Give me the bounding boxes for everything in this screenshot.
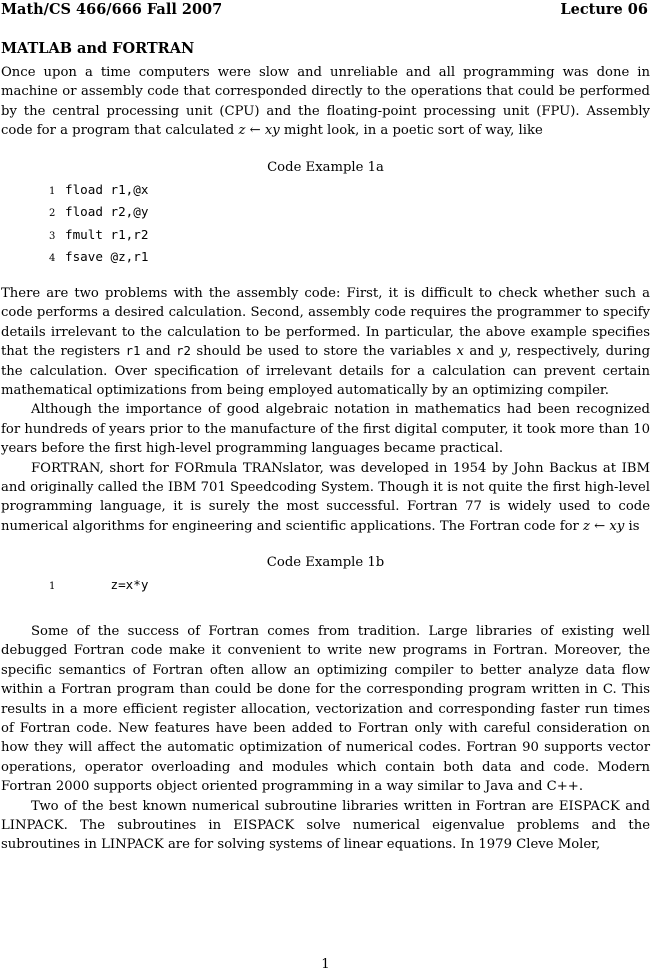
paragraph-text: FORTRAN, short for FORmula TRANslator, was developed in 1954 by John Backus at IBM and originally called the IBM 701 Speedcoding System. Though it is not quite the first high-level programming language, it is surely the most successful. Fortran 77 is widely used to code numerical algorithms for engineering and scientific applications. The Fortran code for	[1, 460, 650, 534]
line-number: 4	[49, 253, 56, 265]
code-line	[49, 575, 650, 598]
paragraph-intro	[1, 63, 650, 141]
paragraph-text: and	[463, 344, 500, 360]
code-block-1b	[49, 575, 650, 598]
paragraph-fortran	[1, 459, 650, 537]
lecture-number: Lecture 06	[560, 1, 648, 18]
section-title: MATLAB and FORTRAN	[1, 40, 195, 57]
paragraph-text: is	[624, 518, 640, 534]
code-text: z=x*y	[65, 577, 149, 593]
code-line	[49, 225, 650, 248]
code-caption-1a: Code Example 1a	[267, 159, 384, 175]
paragraph-text: should be used to store the variables	[190, 344, 457, 360]
line-number: 1	[49, 581, 56, 593]
line-number: 2	[49, 208, 56, 220]
paragraph-text: and	[140, 344, 177, 360]
paragraph-notation: Although the importance of good algebraic notation in mathematics had been recognized for hundreds of years prior to the manufacture of the first digital computer, it took more than 10 years before the first high-level programming languages became practical.	[1, 402, 650, 457]
paragraph-problems	[1, 284, 650, 400]
inline-math: y	[499, 344, 508, 360]
paragraph-text: Once upon a time computers were slow and unreliable and all programming was done in machine or assembly code that corresponded directly to the operations that could be performed by the central processing unit (CPU) and the floating-point processing unit (FPU). Assembly code for a program that calculated	[1, 65, 650, 139]
inline-code: r2	[176, 344, 191, 359]
paragraph-text: There are two problems with the assembly code: First, it is difficult to check whether such a code performs a desired calculation. Second, assembly code requires the programmer to specify details irrelevant to the calculation to be performed. In particular, the above example specifies that the registers	[1, 286, 650, 360]
paragraph-libraries: Two of the best known numerical subroutine libraries written in Fortran are EISPACK and LINPACK. The subroutines in EISPACK solve numerical eigenvalue problems and the subroutines in LINPACK are for solving systems of linear equations. In 1979 Cleve Moler,	[1, 798, 650, 853]
inline-math: z ← xy	[583, 518, 625, 534]
code-text: fsave @z,r1	[65, 249, 149, 265]
page-header	[1, 1, 648, 19]
inline-code: r1	[125, 344, 141, 359]
inline-math: x	[456, 344, 464, 360]
document-body	[1, 40, 650, 855]
code-line	[49, 180, 650, 203]
page-number: 1	[321, 957, 330, 972]
code-block-1a	[49, 180, 650, 270]
code-line	[49, 247, 650, 270]
course-title: Math/CS 466/666 Fall 2007	[1, 1, 223, 18]
inline-math: z ← xy	[238, 123, 280, 139]
paragraph-text: might look, in a poetic sort of way, like	[279, 123, 543, 139]
code-text: fload r2,@y	[65, 204, 149, 220]
code-line	[49, 202, 650, 225]
paragraph-success: Some of the success of Fortran comes from tradition. Large libraries of existing well debugged Fortran code make it convenient to write new programs in Fortran. Moreover, the specific semantics of Fortran often allow an optimizing compiler to better analyze data flow within a Fortran program than could be done for the corresponding program written in C. This results in a more efficient register allocation, vectorization and corresponding faster run times of Fortran code. New features have been added to Fortran only with careful consideration on how they will affect the automatic optimization of numerical codes. Fortran 90 supports vector operations, operator overloading and modules which contain both data and code. Modern Fortran 2000 supports object oriented programming in a way similar to Java and C++.	[1, 623, 650, 795]
line-number: 3	[49, 230, 56, 242]
paragraph-text: , respectively, during the calculation. Over specification of irrelevant details for a calculation can prevent certain mathematical optimizations from being employed automatically by an optimizing compiler.	[1, 344, 651, 399]
code-caption-1b: Code Example 1b	[266, 555, 385, 571]
code-text: fmult r1,r2	[65, 226, 149, 242]
code-text: fload r1,@x	[65, 181, 149, 197]
line-number: 1	[49, 185, 56, 197]
